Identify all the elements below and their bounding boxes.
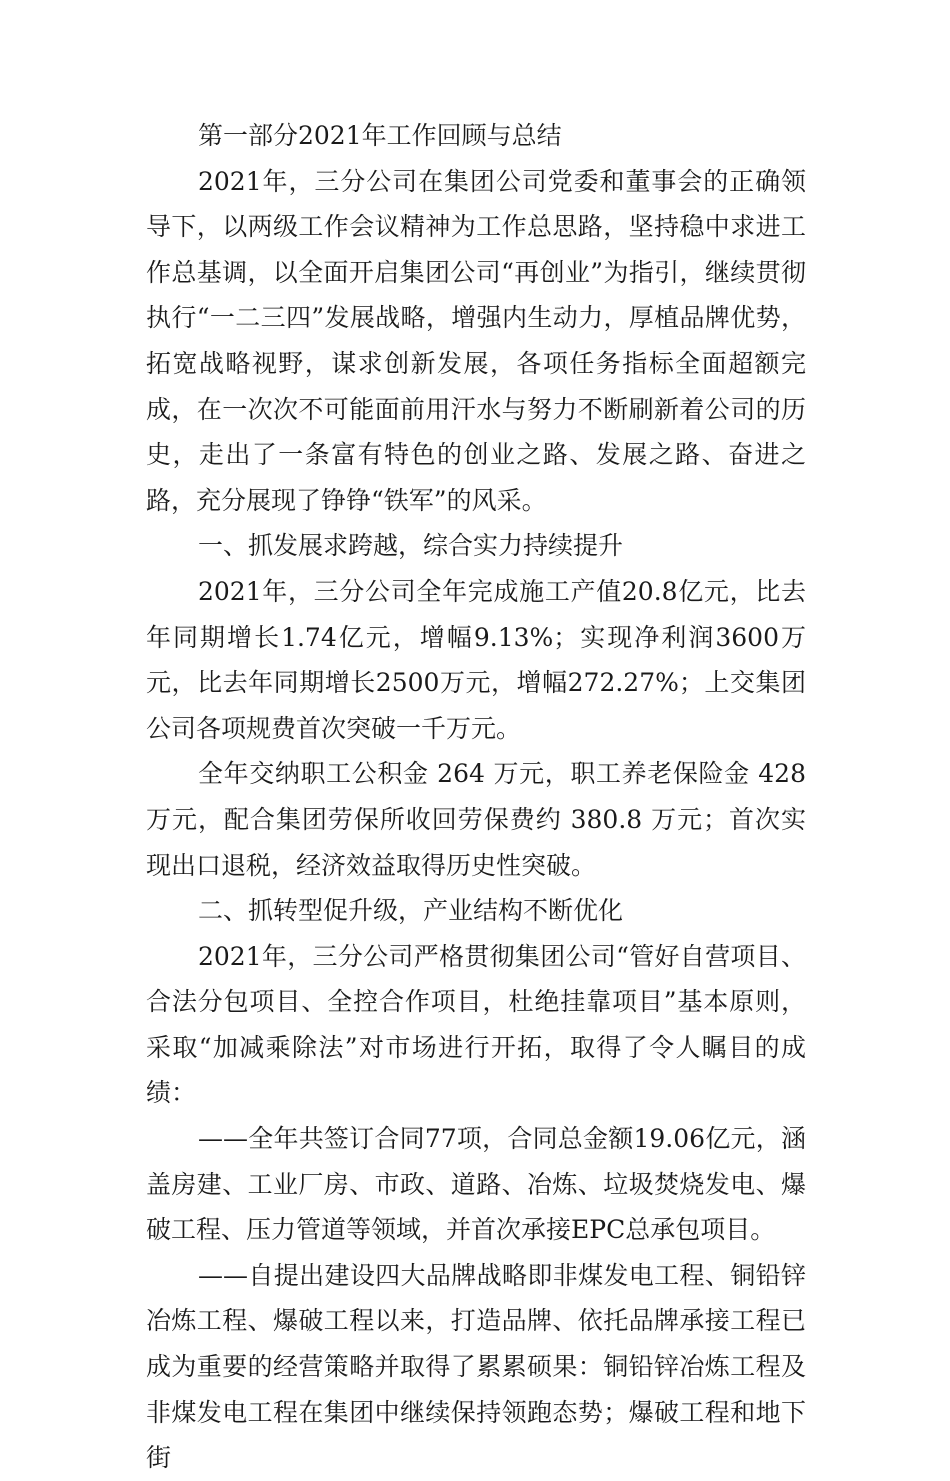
output-value-paragraph: 2021年，三分公司全年完成施工产值20.8亿元，比去年同期增长1.74亿元，增幅9.13%；实现净利润3600万元，比去年同期增长2500万元，增幅272.27%；上交集团公司各项规费首次突破一千万元。 <box>146 576 806 743</box>
section-heading: 第一部分2021年工作回顾与总结 <box>198 121 562 150</box>
brand-strategy-paragraph: ——自提出建设四大品牌战略即非煤发电工程、铜铅锌冶炼工程、爆破工程以来，打造品牌、依托品牌承接工程已成为重要的经营策略并取得了累累硕果：铜铅锌冶炼工程及非煤发电工程在集团中继续保持领跑态势；爆破工程和地下街 <box>146 1260 806 1473</box>
principles-paragraph: 2021年，三分公司严格贯彻集团公司“管好自营项目、合法分包项目、全控合作项目，杜绝挂靠项目”基本原则，采取“加减乘除法”对市场进行开拓，取得了令人瞩目的成绩： <box>146 941 806 1108</box>
contracts-paragraph: ——全年共签订合同77项，合同总金额19.06亿元，涵盖房建、工业厂房、市政、道路、冶炼、垃圾焚烧发电、爆破工程、压力管道等领域，并首次承接EPC总承包项目。 <box>146 1124 806 1245</box>
intro-paragraph: 2021年，三分公司在集团公司党委和董事会的正确领导下，以两级工作会议精神为工作总思路，坚持稳中求进工作总基调，以全面开启集团公司“再创业”为指引，继续贯彻执行“一二三四”发展战略，增强内生动力，厚植品牌优势，拓宽战略视野，谋求创新发展，各项任务指标全面超额完成，在一次次不可能面前用汗水与努力不断刷新着公司的历史，走出了一条富有特色的创业之路、发展之路、奋进之路，充分展现了铮铮“铁军”的风采。 <box>146 166 806 515</box>
welfare-paragraph: 全年交纳职工公积金 264 万元，职工养老保险金 428万元，配合集团劳保所收回劳保费约 380.8 万元；首次实现出口退税，经济效益取得历史性突破。 <box>146 759 806 880</box>
subheading-transformation: 二、抓转型促升级，产业结构不断优化 <box>198 896 624 926</box>
subheading-development: 一、抓发展求跨越，综合实力持续提升 <box>198 531 624 561</box>
document-body <box>146 113 806 1481</box>
